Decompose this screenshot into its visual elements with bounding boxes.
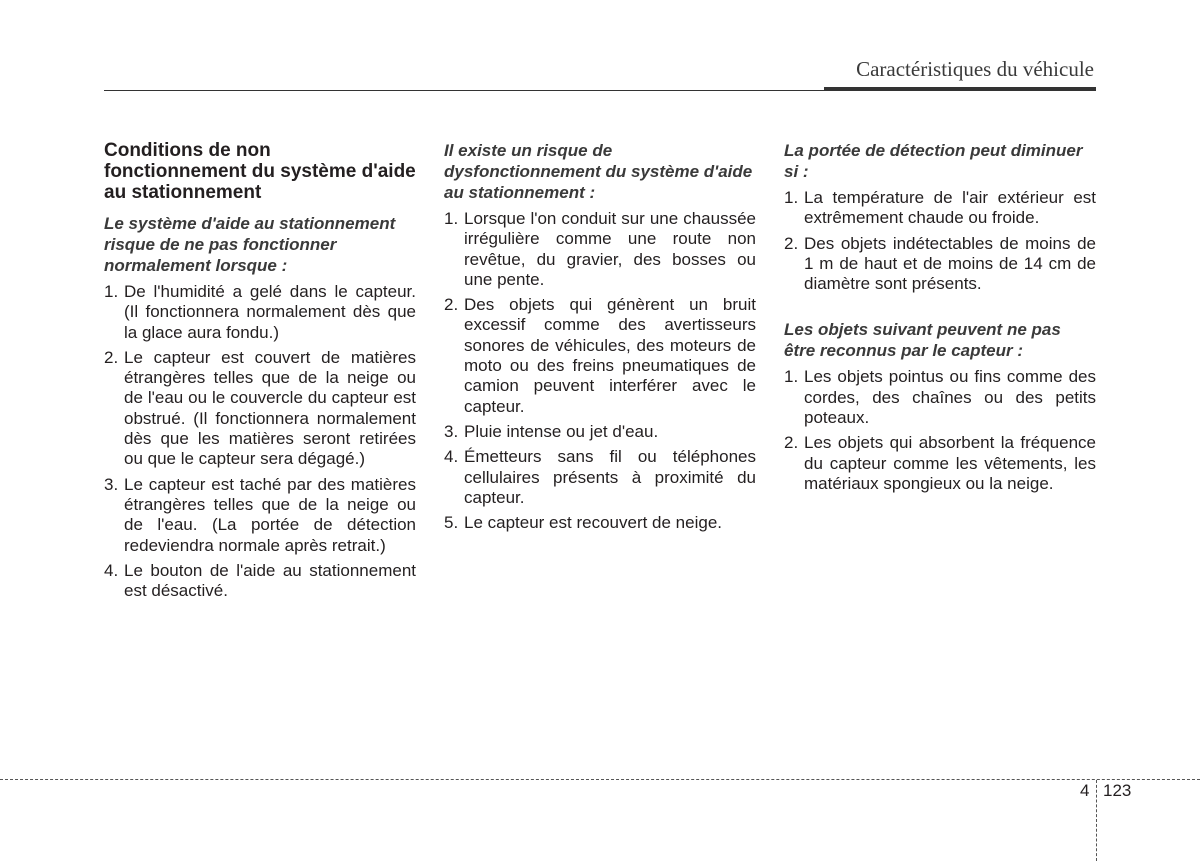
list-item xyxy=(784,234,1096,295)
list-item-text: Des objets indétectables de moins de 1 m de haut et de moins de 14 cm de diamètre sont présents. xyxy=(804,233,1096,294)
spacer xyxy=(784,299,1096,319)
list-item-text: Le capteur est recouvert de neige. xyxy=(464,513,722,533)
list-item-number: 1. xyxy=(784,367,799,387)
subheading-detection-range: La portée de détection peut diminuer si : xyxy=(784,141,1083,181)
subheading-malfunction-conditions: Le système d'aide au stationnement risque de ne pas fonctionner normalement lorsque : xyxy=(104,214,396,275)
list-item xyxy=(784,433,1096,494)
list-item-number: 2. xyxy=(784,433,799,453)
list-item-number: 3. xyxy=(104,474,119,494)
list-item xyxy=(444,447,756,508)
column-middle xyxy=(444,140,756,538)
list-item-text: Le capteur est couvert de matières étrangères telles que de la neige ou de l'eau ou le couvercle du capteur est obstrué. (Il fonctionnera normalement dès que les matières seront retirées ou que le capteur sera dégagé.) xyxy=(124,347,416,469)
footer-rule xyxy=(0,779,1200,780)
subheading-dysfunction-risk: Il existe un risque de dysfonctionnement du système d'aide au stationnement : xyxy=(444,141,753,202)
column-left xyxy=(104,140,416,606)
list-item-text: Lorsque l'on conduit sur une chaussée irrégulière comme une route non revêtue, du gravier, des bosses ou une pente. xyxy=(464,209,756,289)
list-item xyxy=(104,348,416,470)
subheading-unrecognized-objects: Les objets suivant peuvent ne pas être reconnus par le capteur : xyxy=(784,320,1061,361)
list-item-text: Émetteurs sans fil ou téléphones cellulaires présents à proximité du capteur. xyxy=(464,447,756,507)
list-item-number: 2. xyxy=(784,233,799,253)
list-item xyxy=(444,513,756,533)
list-item xyxy=(784,367,1096,428)
unrecognized-objects-list xyxy=(784,367,1096,494)
list-item-text: La température de l'air extérieur est extrêmement chaude ou froide. xyxy=(804,188,1096,228)
list-item-text: Des objets qui génèrent un bruit excessif comme des avertisseurs sonores de véhicules, des moteurs de moto ou des freins pneumatiques de camion peuvent interférer avec le capteur. xyxy=(464,295,756,416)
list-item-text: Le bouton de l'aide au stationnement est désactivé. xyxy=(124,560,416,601)
list-item-number: 2. xyxy=(444,295,459,315)
list-item xyxy=(104,561,416,602)
list-item xyxy=(104,475,416,556)
list-item xyxy=(444,422,756,442)
list-item xyxy=(444,209,756,290)
list-item-text: De l'humidité a gelé dans le capteur. (Il fonctionnera normalement dès que la glace aura fondu.) xyxy=(124,282,416,342)
list-item-number: 2. xyxy=(104,347,119,367)
list-item-text: Pluie intense ou jet d'eau. xyxy=(464,421,659,441)
list-item xyxy=(444,295,756,417)
header-rule-accent xyxy=(824,87,1096,91)
list-item-number: 4. xyxy=(444,447,459,467)
list-item-text: Les objets pointus ou fins comme des cordes, des chaînes ou des petits poteaux. xyxy=(804,367,1096,428)
list-item xyxy=(784,188,1096,229)
chapter-number: 4 xyxy=(1080,781,1090,800)
list-item-number: 1. xyxy=(104,282,119,301)
detection-range-list xyxy=(784,188,1096,294)
list-item xyxy=(104,282,416,343)
list-item-number: 3. xyxy=(444,421,459,441)
footer-divider xyxy=(1096,780,1097,861)
condition-list xyxy=(104,282,416,601)
list-item-number: 1. xyxy=(784,188,799,207)
list-item-text: Le capteur est taché par des matières étrangères telles que de la neige ou de l'eau. (La portée de détection redeviendra normale après retrait.) xyxy=(124,474,416,555)
list-item-number: 5. xyxy=(444,513,459,533)
section-title: Conditions de non fonctionnement du système d'aide au stationnement xyxy=(104,140,416,203)
list-item-number: 4. xyxy=(104,560,119,580)
list-item-number: 1. xyxy=(444,209,459,228)
running-header: Caractéristiques du véhicule xyxy=(856,57,1094,81)
list-item-text: Les objets qui absorbent la fréquence du capteur comme les vêtements, les matériaux spongieux ou la neige. xyxy=(804,433,1096,493)
page-number: 123 xyxy=(1103,781,1132,800)
risk-list xyxy=(444,209,756,533)
column-right xyxy=(784,140,1096,499)
